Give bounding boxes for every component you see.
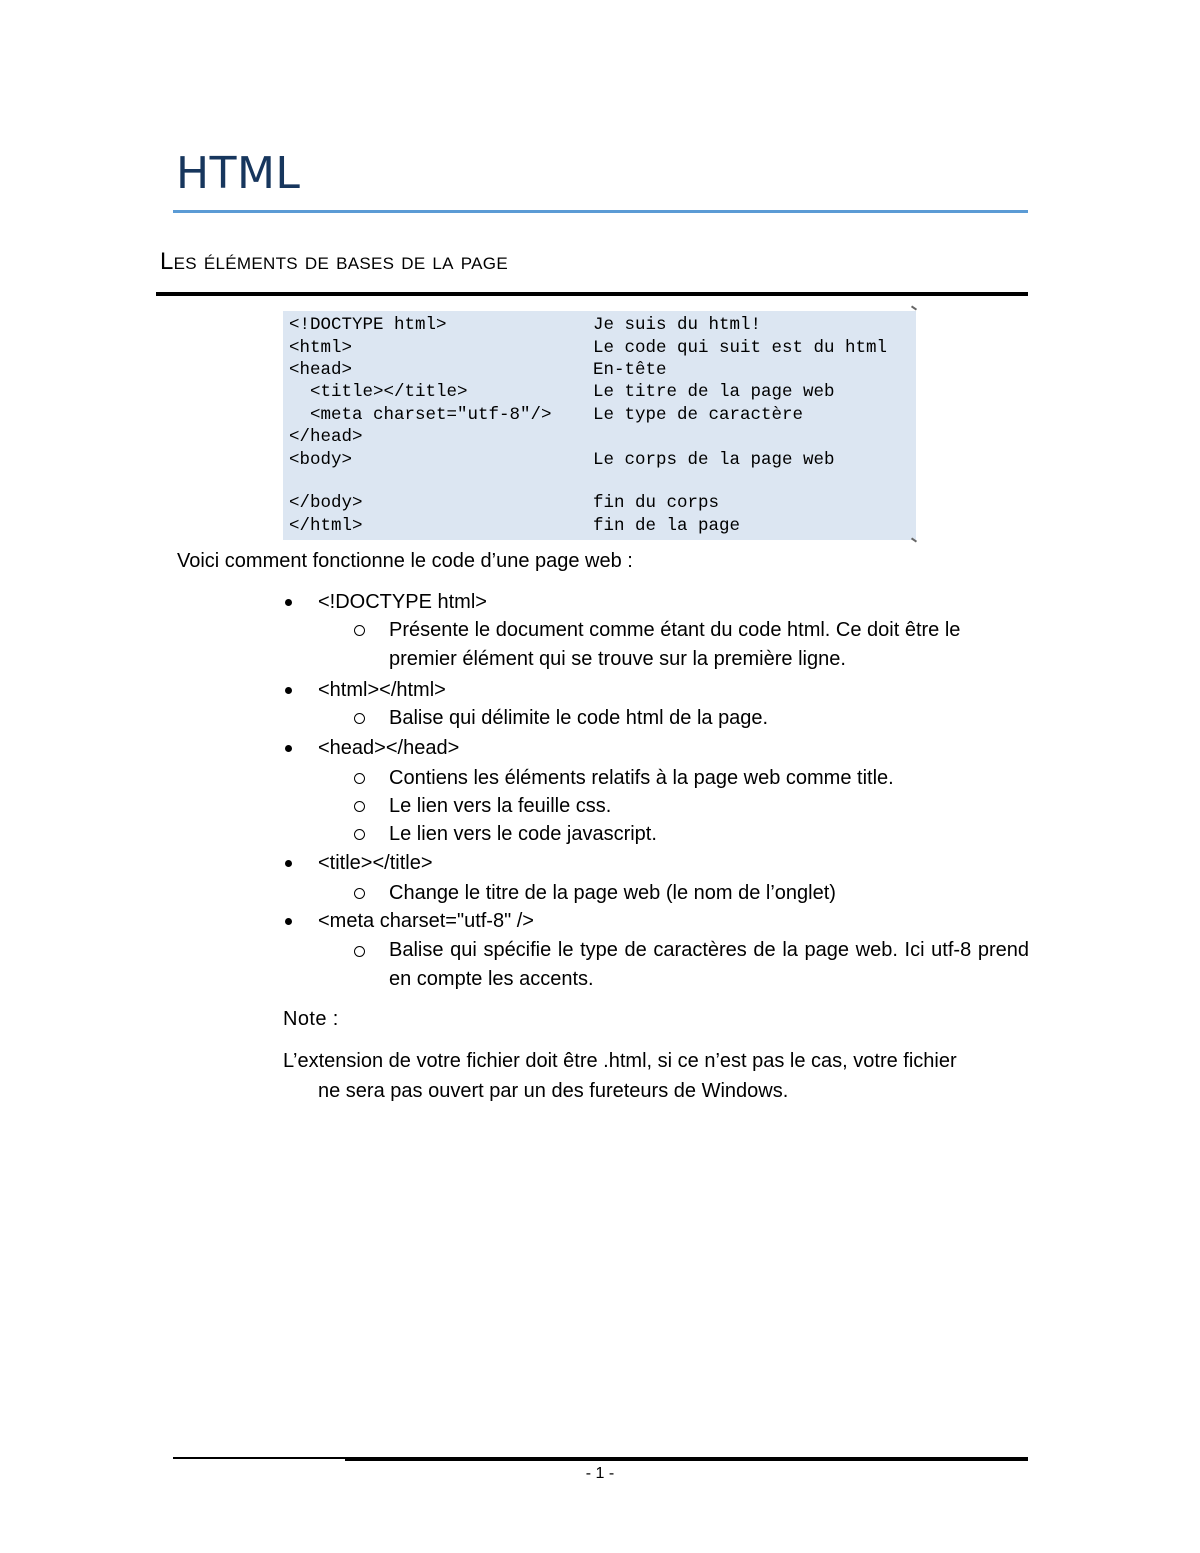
sub-item-text: Change le titre de la page web (le nom de l’onglet) <box>389 882 836 904</box>
sub-bullet-icon <box>354 888 365 899</box>
code-text: <head> <box>289 360 353 380</box>
code-line <box>289 449 835 471</box>
code-line <box>289 492 720 514</box>
code-comment: Le code qui suit est du html <box>593 338 888 358</box>
corner-mark <box>911 305 917 310</box>
code-text: <!DOCTYPE html> <box>289 315 447 335</box>
code-line <box>289 381 835 403</box>
list-item-label: <head></head> <box>318 737 460 759</box>
list-item-label: <!DOCTYPE html> <box>318 591 487 613</box>
bullet-icon <box>285 745 292 752</box>
code-line <box>289 359 667 381</box>
code-comment: En-tête <box>593 360 667 380</box>
code-line <box>289 404 804 426</box>
sub-bullet-icon <box>354 713 365 724</box>
code-comment: Le type de caractère <box>593 405 804 425</box>
footer-rule <box>173 1457 345 1459</box>
code-comment: Le titre de la page web <box>593 382 835 402</box>
bullet-icon <box>285 599 292 606</box>
code-text: </html> <box>289 516 363 536</box>
code-line <box>289 515 741 537</box>
sub-item-text: Le lien vers la feuille css. <box>389 795 612 817</box>
bullet-icon <box>285 918 292 925</box>
sub-bullet-icon <box>354 801 365 812</box>
note-label: Note : <box>283 1008 339 1030</box>
sub-bullet-icon <box>354 946 365 957</box>
sub-item-text: Le lien vers le code javascript. <box>389 823 657 845</box>
list-item-label: <title></title> <box>318 852 433 874</box>
sub-bullet-icon <box>354 829 365 840</box>
code-comment: fin de la page <box>593 516 741 536</box>
code-text: <html> <box>289 338 353 358</box>
section-heading: Les éléments de bases de la page <box>160 248 508 275</box>
corner-mark <box>911 537 917 542</box>
code-line <box>289 426 363 448</box>
sub-item-text: Présente le document comme étant du code html. Ce doit être le premier élément qui se trouve sur la première ligne. <box>389 619 961 670</box>
code-comment: fin du corps <box>593 493 720 513</box>
note-line-2: ne sera pas ouvert par un des fureteurs de Windows. <box>318 1080 789 1102</box>
list-item-label: <html></html> <box>318 679 446 701</box>
code-line <box>289 314 762 336</box>
code-text: </head> <box>289 427 363 447</box>
page-title: HTML <box>176 148 301 199</box>
code-text: <title></title> <box>289 382 468 402</box>
code-text: <body> <box>289 450 353 470</box>
bullet-icon <box>285 860 292 867</box>
list-item-label: <meta charset="utf-8" /> <box>318 910 534 932</box>
code-text: </body> <box>289 493 363 513</box>
sub-bullet-icon <box>354 773 365 784</box>
sub-item-text: Balise qui spécifie le type de caractères de la page web. Ici utf-8 prend en compte les accents. <box>389 939 1029 990</box>
bullet-icon <box>285 687 292 694</box>
intro-text: Voici comment fonctionne le code d’une page web : <box>177 550 633 572</box>
sub-item-text: Contiens les éléments relatifs à la page web comme title. <box>389 767 894 789</box>
footer-rule <box>345 1457 1028 1461</box>
code-comment: Le corps de la page web <box>593 450 835 470</box>
code-text: <meta charset="utf-8"/> <box>289 405 552 425</box>
sub-item-text: Balise qui délimite le code html de la page. <box>389 707 769 729</box>
note-text <box>283 1046 1028 1106</box>
note-line-1: L’extension de votre fichier doit être .html, si ce n’est pas le cas, votre fichier <box>283 1050 957 1072</box>
sub-bullet-icon <box>354 625 365 636</box>
page-number: - 1 - <box>585 1465 615 1482</box>
code-line <box>289 337 888 359</box>
code-block <box>283 311 916 540</box>
code-comment: Je suis du html! <box>593 315 762 335</box>
heading-underline <box>156 292 1028 296</box>
title-underline <box>173 210 1028 213</box>
